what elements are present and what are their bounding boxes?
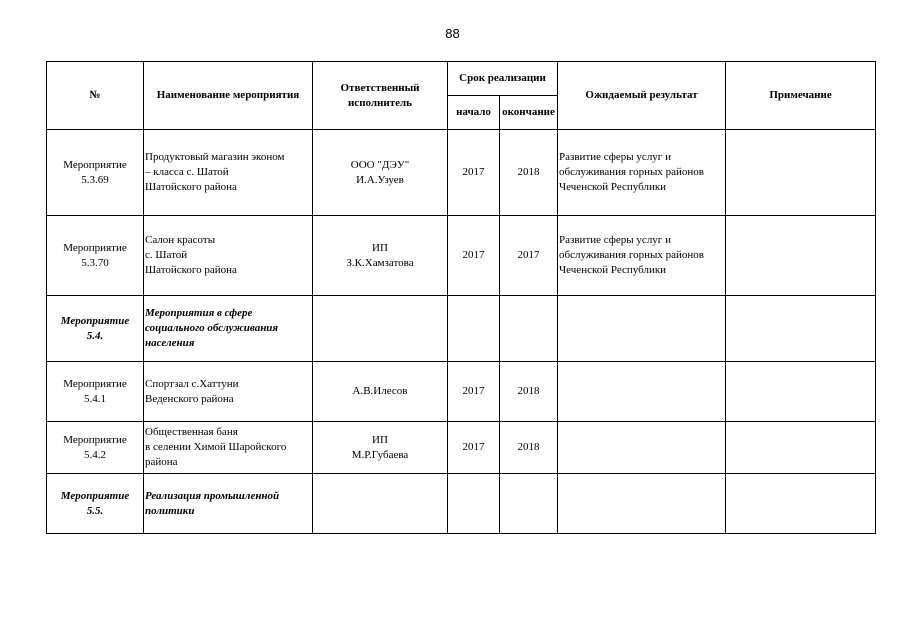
- row-name: Салон красоты с. Шатой Шатойского района: [144, 216, 313, 296]
- row-result: Развитие сферы услуг и обслуживания горных районов Чеченской Республики: [558, 216, 726, 296]
- table-row: [47, 362, 876, 422]
- row-executor: ИП З.К.Хамзатова: [313, 216, 448, 296]
- row-num: Мероприятие 5.4.: [47, 296, 144, 362]
- header-period: Срок реализации: [448, 62, 558, 96]
- row-name: Реализация промышленной политики: [144, 474, 313, 534]
- row-num: Мероприятие 5.4.1: [47, 362, 144, 422]
- table-body: [47, 130, 876, 534]
- header-end: окончание: [500, 96, 558, 130]
- empty-cell: [500, 474, 558, 534]
- row-name: Общественная баня в селении Химой Шаройского района: [144, 422, 313, 474]
- row-name: Мероприятия в сфере социального обслуживания населения: [144, 296, 313, 362]
- row-end: 2018: [500, 362, 558, 422]
- header-result: Ожидаемый результат: [558, 62, 726, 130]
- row-result: [558, 422, 726, 474]
- header-executor: Ответственный исполнитель: [313, 62, 448, 130]
- row-executor: ИП М.Р.Губаева: [313, 422, 448, 474]
- empty-cell: [448, 474, 500, 534]
- table-header: [47, 62, 876, 130]
- row-result: Развитие сферы услуг и обслуживания горных районов Чеченской Республики: [558, 130, 726, 216]
- empty-cell: [313, 474, 448, 534]
- row-note: [726, 130, 876, 216]
- empty-cell: [726, 474, 876, 534]
- header-name: Наименование мероприятия: [144, 62, 313, 130]
- row-end: 2018: [500, 130, 558, 216]
- row-start: 2017: [448, 130, 500, 216]
- row-name: Спортзал с.Хаттуни Веденского района: [144, 362, 313, 422]
- row-note: [726, 422, 876, 474]
- row-note: [726, 362, 876, 422]
- header-note: Примечание: [726, 62, 876, 130]
- empty-cell: [313, 296, 448, 362]
- row-executor: А.В.Илесов: [313, 362, 448, 422]
- table-row: [47, 422, 876, 474]
- row-start: 2017: [448, 422, 500, 474]
- row-result: [558, 362, 726, 422]
- empty-cell: [726, 296, 876, 362]
- row-note: [726, 216, 876, 296]
- row-start: 2017: [448, 362, 500, 422]
- row-num: Мероприятие 5.4.2: [47, 422, 144, 474]
- empty-cell: [558, 296, 726, 362]
- activities-table: [46, 61, 876, 534]
- header-num: №: [47, 62, 144, 130]
- row-end: 2018: [500, 422, 558, 474]
- section-row: [47, 474, 876, 534]
- row-num: Мероприятие 5.3.69: [47, 130, 144, 216]
- empty-cell: [448, 296, 500, 362]
- row-end: 2017: [500, 216, 558, 296]
- row-num: Мероприятие 5.5.: [47, 474, 144, 534]
- empty-cell: [558, 474, 726, 534]
- row-num: Мероприятие 5.3.70: [47, 216, 144, 296]
- row-name: Продуктовый магазин эконом – класса с. Шатой Шатойского района: [144, 130, 313, 216]
- empty-cell: [500, 296, 558, 362]
- row-start: 2017: [448, 216, 500, 296]
- page-number: 88: [445, 26, 460, 41]
- row-executor: ООО "ДЭУ" И.А.Узуев: [313, 130, 448, 216]
- header-start: начало: [448, 96, 500, 130]
- table-row: [47, 216, 876, 296]
- section-row: [47, 296, 876, 362]
- table-row: [47, 130, 876, 216]
